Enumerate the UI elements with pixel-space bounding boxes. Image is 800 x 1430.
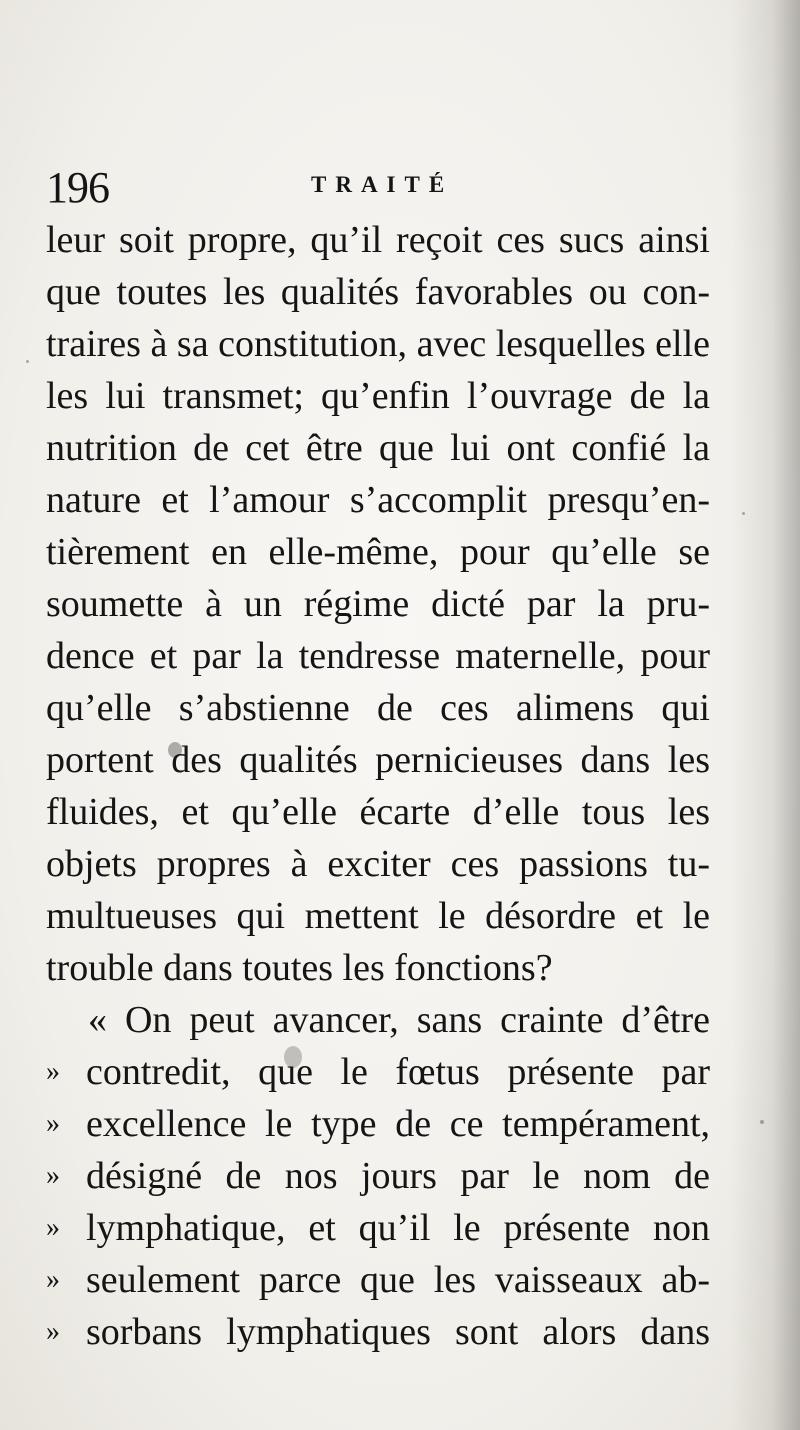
quote-text: désigné de nos jours par le nom de: [86, 1155, 710, 1197]
quote-mark: »: [46, 1264, 60, 1295]
ink-speck: [742, 512, 745, 515]
quote-mark: »: [46, 1316, 60, 1347]
text-line: qu’elle s’abstienne de ces alimens qui: [46, 687, 710, 729]
text-line: leur soit propre, qu’il reçoit ces sucs ainsi: [46, 219, 710, 261]
quote-text: sorbans lymphatiques sont alors dans: [86, 1311, 710, 1353]
page-number: 196: [46, 163, 109, 212]
quote-opening-line: « On peut avancer, sans crainte d’être: [88, 999, 710, 1041]
text-line: nutrition de cet être que lui ont confié la: [46, 427, 710, 469]
quote-line: [46, 1202, 710, 1254]
text-line: traires à sa constitution, avec lesquelles elle: [46, 323, 710, 365]
text-line: objets propres à exciter ces passions tu-: [46, 843, 710, 885]
quote-text: seulement parce que les vaisseaux ab-: [86, 1259, 710, 1301]
page-header: [46, 158, 706, 218]
quote-text: contredit, que le fœtus présente par: [86, 1051, 710, 1093]
text-line: dence et par la tendresse maternelle, pour: [46, 635, 710, 677]
ink-speck: [760, 1120, 764, 1124]
quote-line: [46, 1098, 710, 1150]
quote-mark: »: [46, 1056, 60, 1087]
quote-mark: »: [46, 1212, 60, 1243]
quote-mark: »: [46, 1108, 60, 1139]
running-title: TRAITÉ: [311, 172, 454, 197]
text-line: portent des qualités pernicieuses dans les: [46, 739, 710, 781]
text-line: multueuses qui mettent le désordre et le: [46, 895, 710, 937]
page-edge-shadow: [730, 0, 800, 1430]
body-text: [46, 214, 710, 1358]
quote-line: [46, 1254, 710, 1306]
text-line: trouble dans toutes les fonctions?: [46, 947, 553, 989]
quote-line: [46, 1150, 710, 1202]
quote-line: [46, 1306, 710, 1358]
ink-speck: [26, 360, 29, 363]
quote-line: [46, 1046, 710, 1098]
text-line: que toutes les qualités favorables ou con-: [46, 271, 710, 313]
text-line: fluides, et qu’elle écarte d’elle tous les: [46, 791, 710, 833]
text-line: nature et l’amour s’accomplit presqu’en-: [46, 479, 710, 521]
quote-text: lymphatique, et qu’il le présente non: [86, 1207, 710, 1249]
quote-mark: »: [46, 1160, 60, 1191]
text-line: tièrement en elle-même, pour qu’elle se: [46, 531, 710, 573]
text-line: soumette à un régime dicté par la pru-: [46, 583, 710, 625]
quote-text: excellence le type de ce tempérament,: [86, 1103, 710, 1145]
text-line: les lui transmet; qu’enfin l’ouvrage de la: [46, 375, 710, 417]
